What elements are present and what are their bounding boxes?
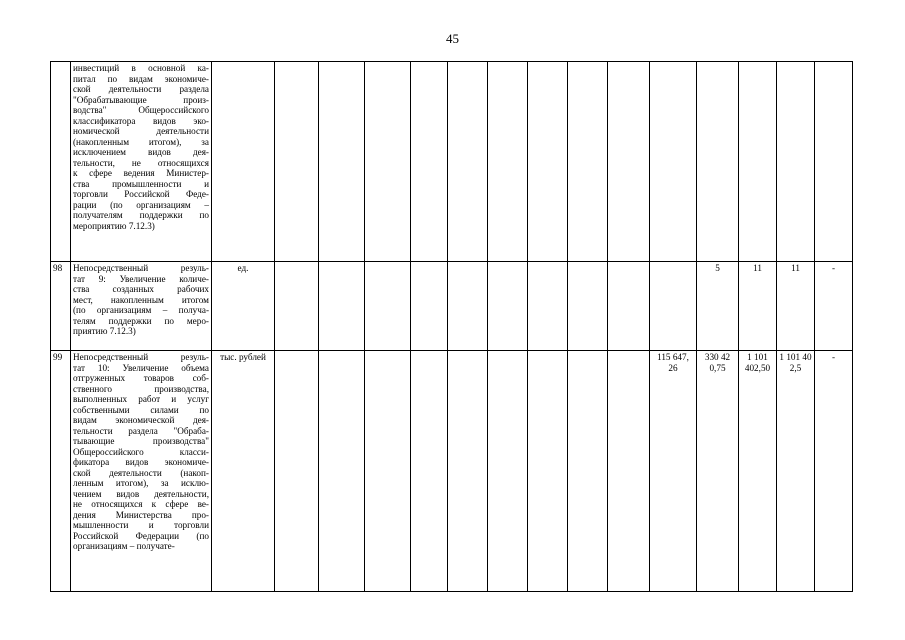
indicator-name-line: ственного производства, (73, 383, 209, 394)
unit-cell: тыс. рублей (212, 351, 275, 592)
empty-cell (488, 351, 528, 592)
value-line: 402,50 (744, 362, 771, 373)
indicator-name-line: Общероссийского класси- (73, 446, 209, 457)
indicator-name-line: фикатора видов экономиче- (73, 457, 209, 467)
value-cell (815, 262, 853, 351)
indicator-name-line: мышленности и торговли (73, 520, 209, 530)
empty-cell (448, 351, 488, 592)
table-row (51, 351, 905, 592)
empty-cell (448, 62, 488, 262)
empty-cell (568, 62, 608, 262)
indicator-name-line: Непосредственный резуль- (73, 263, 209, 273)
empty-cell (488, 62, 528, 262)
empty-cell (365, 262, 411, 351)
indicator-name-line: инвестиций в основной ка- (73, 63, 209, 73)
indicator-name-line: организациям – получате- (73, 541, 175, 551)
empty-cell (411, 351, 448, 592)
empty-cell (365, 351, 411, 592)
empty-cell (275, 62, 319, 262)
indicator-name-line: видам экономической дея- (73, 415, 209, 425)
table-row (51, 262, 905, 351)
row-number (51, 62, 71, 262)
value-cell (697, 262, 739, 351)
page-number: 45 (446, 31, 459, 46)
indicator-name-line: собственными силами по (73, 404, 209, 415)
indicator-name-line: торговли Российской Феде- (73, 189, 209, 199)
indicator-name-line: мероприятию 7.12.3) (73, 220, 155, 231)
value-line: 11 (753, 263, 762, 273)
indicator-name-line: (по организациям – получа- (73, 305, 209, 315)
row-number: 98 (51, 262, 71, 351)
value-line: 5 (715, 263, 720, 273)
indicator-name-line: тельности раздела "Обраба- (73, 425, 209, 436)
empty-cell (411, 262, 448, 351)
empty-cell (608, 62, 650, 262)
value-cell (815, 62, 853, 262)
indicator-name-line: к сфере ведения Министер- (73, 168, 209, 178)
value-line: 0,75 (709, 362, 726, 373)
unit-cell (212, 62, 275, 262)
value-cell (739, 62, 777, 262)
value-cell (777, 351, 815, 592)
indicator-name-line: телям поддержки по меро- (73, 315, 209, 326)
row-number: 99 (51, 351, 71, 592)
indicator-name-line: водства" Общероссийского (73, 105, 209, 115)
empty-cell (275, 351, 319, 592)
value-cell (697, 62, 739, 262)
indicator-name-line: тат 10: Увеличение объема (73, 362, 209, 373)
indicator-name-line: ства созданных рабочих (73, 284, 209, 294)
table-row (51, 62, 905, 262)
indicator-name-line: тельности, не относящихся (73, 157, 209, 168)
indicator-name-line: получателям поддержки по (73, 210, 209, 220)
value-cell (777, 262, 815, 351)
indicator-name-line: "Обрабатывающие произ- (73, 94, 209, 105)
empty-cell (608, 262, 650, 351)
empty-cell (608, 351, 650, 592)
indicators-table (50, 61, 905, 592)
empty-cell (365, 62, 411, 262)
indicator-name-line: выполненных работ и услуг (73, 394, 209, 404)
indicator-name-line: дения Министерства про- (73, 509, 209, 520)
indicator-name-line: мест, накопленным итогом (73, 294, 209, 305)
indicator-name-line: Непосредственный резуль- (73, 352, 209, 362)
value-cell (739, 262, 777, 351)
empty-cell (568, 351, 608, 592)
indicator-name-line: ской деятельности раздела (73, 84, 209, 94)
indicator-name (71, 262, 212, 351)
value-line: 115 647, (657, 352, 689, 362)
value-cell (650, 62, 697, 262)
value-cell (697, 351, 739, 592)
empty-cell (319, 262, 365, 351)
empty-cell (528, 351, 568, 592)
indicator-name-line: питал по видам экономиче- (73, 73, 209, 84)
empty-cell (448, 262, 488, 351)
indicator-name-line: приятию 7.12.3) (73, 326, 136, 336)
empty-cell (488, 262, 528, 351)
value-line: - (831, 352, 836, 362)
empty-cell (275, 262, 319, 351)
empty-cell (319, 62, 365, 262)
indicator-name-line: ства промышленности и (73, 178, 209, 189)
value-line: - (831, 263, 836, 273)
value-cell (815, 351, 853, 592)
indicator-name-line: (накопленным итогом), за (73, 136, 209, 147)
indicator-name (71, 351, 212, 592)
table-body (51, 62, 905, 592)
indicator-name-line: исключением видов дея- (73, 147, 209, 157)
value-line: 1 101 (747, 352, 768, 362)
indicator-name-line: тывающие производства" (73, 436, 209, 446)
indicator-name (71, 62, 212, 262)
value-cell (777, 62, 815, 262)
indicator-name-line: отгруженных товаров соб- (73, 373, 209, 383)
value-cell (650, 262, 697, 351)
unit-cell: ед. (212, 262, 275, 351)
value-line: 11 (791, 263, 800, 273)
indicator-name-line: чением видов деятельности, (73, 488, 209, 499)
value-cell (739, 351, 777, 592)
empty-cell (528, 62, 568, 262)
indicator-name-line: классификатора видов эко- (73, 115, 209, 126)
indicator-name-line: тат 9: Увеличение количе- (73, 273, 209, 284)
empty-cell (528, 262, 568, 351)
empty-cell (411, 62, 448, 262)
indicator-name-line: Российской Федерации (по (73, 530, 209, 541)
value-line: 26 (668, 362, 678, 373)
indicator-name-line: ленным итогом), за исклю- (73, 478, 209, 488)
value-line: 1 101 40 (779, 352, 812, 362)
indicator-name-line: рации (по организациям – (73, 199, 209, 210)
value-cell (650, 351, 697, 592)
empty-cell (568, 262, 608, 351)
indicator-name-line: ской деятельности (накоп- (73, 467, 209, 478)
value-line: 2,5 (789, 362, 802, 373)
indicator-name-line: номической деятельности (73, 126, 209, 136)
empty-cell (319, 351, 365, 592)
value-line: 330 42 (704, 352, 731, 362)
indicator-name-line: не относящихся к сфере ве- (73, 499, 209, 509)
